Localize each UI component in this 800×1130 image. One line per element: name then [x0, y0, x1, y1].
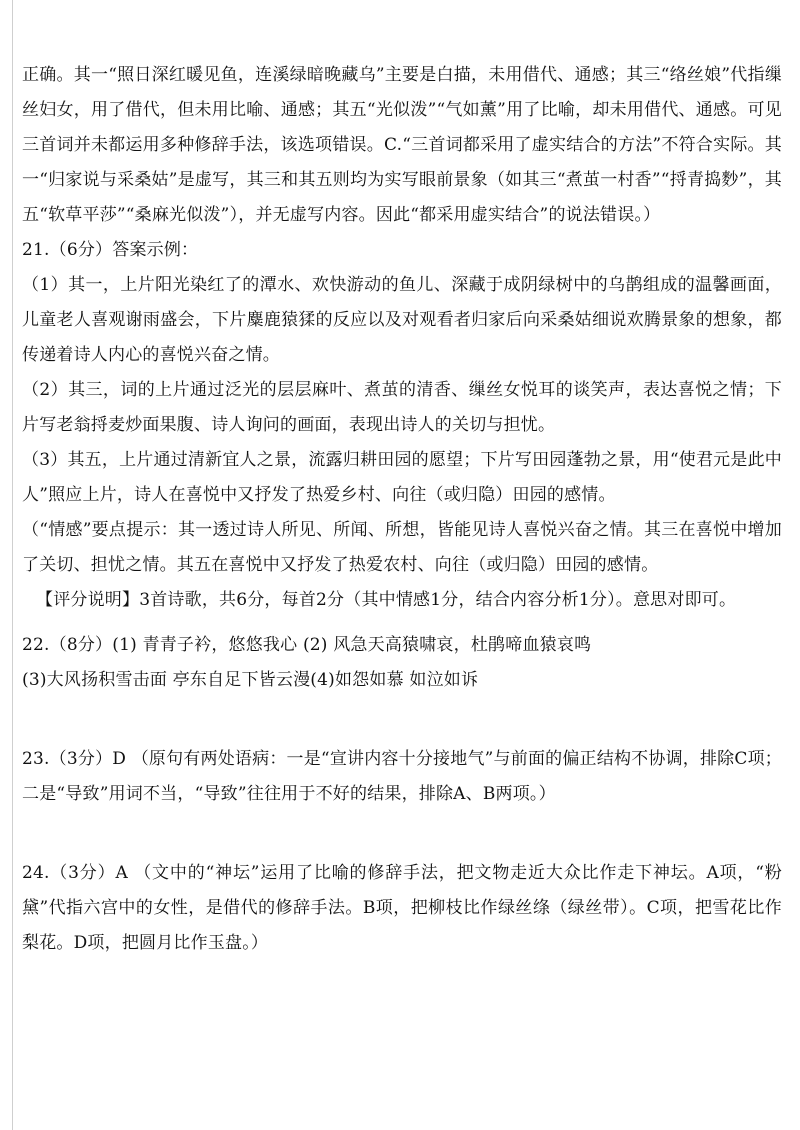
spacer	[22, 812, 782, 856]
q21-answer-part-3: （3）其五，上片通过清新宜人之景，流露归耕田园的愿望；下片写田园蓬勃之景，用“使君元是此中人”照应上片，诗人在喜悦中又抒发了热爱乡村、向往（或归隐）田园的感情。	[22, 450, 782, 505]
q21-heading: 21.（6分）答案示例：	[22, 240, 199, 260]
q21-emotion-hint: （“情感”要点提示：其一透过诗人所见、所闻、所想，皆能见诗人喜悦兴奋之情。其三在喜悦中增加了关切、担忧之情。其五在喜悦中又抒发了热爱农村、向往（或归隐）田园的感情。	[22, 520, 782, 575]
q20-continuation-paragraph: 正确。其一“照日深红暖见鱼，连溪绿暗晚藏乌”主要是白描，未用借代、通感；其三“络丝娘”代指缫丝妇女，用了借代，但未用比喻、通感；其五“光似泼”“气如薰”用了比喻，却未用借代、通感。可见三首词并未都运用多种修辞手法，该选项错误。C.“三首词都采用了虚实结合的方法”不符合实际。其一“归家说与采桑姑”是虚写，其三和其五则均为实写眼前景象（如其三“煮茧一村香”“捋青捣麨”，其五“软草平莎”“桑麻光似泼”），并无虚写内容。因此“都采用虚实结合”的说法错误。）	[22, 65, 782, 225]
q24-answer: 24.（3分）A （文中的“神坛”运用了比喻的修辞手法，把文物走近大众比作走下神坛。A项，“粉黛”代指六宫中的女性，是借代的修辞手法。B项，把柳枝比作绿丝绦（绿丝带）。C项，把雪花比作梨花。D项，把圆月比作玉盘。）	[22, 863, 782, 953]
q21-scoring-note: 【评分说明】3首诗歌，共6分，每首2分（其中情感1分，结合内容分析1分）。意思对即可。	[36, 590, 737, 610]
answer-content	[22, 58, 782, 961]
q21-answer-part-1: （1）其一，上片阳光染红了的潭水、欢快游动的鱼儿、深藏于成阴绿树中的乌鹊组成的温馨画面，儿童老人喜观谢雨盛会，下片麋鹿猿猱的反应以及对观看者归家后向采桑姑细说欢腾景象的想象，都传递着诗人内心的喜悦兴奋之情。	[22, 275, 782, 365]
q22-answer-line-1: 22.（8分）(1) 青青子衿，悠悠我心 (2) 风急天高猿啸哀，杜鹃啼血猿哀鸣	[22, 635, 592, 655]
q23-answer: 23.（3分）D （原句有两处语病：一是“宣讲内容十分接地气”与前面的偏正结构不协调，排除C项；二是“导致”用词不当，“导致”往往用于不好的结果，排除A、B两项。）	[22, 749, 782, 804]
q21-answer-part-2: （2）其三，词的上片通过泛光的层层麻叶、煮茧的清香、缫丝女悦耳的谈笑声，表达喜悦之情；下片写老翁捋麦炒面果腹、诗人询问的画面，表现出诗人的关切与担忧。	[22, 380, 782, 435]
q22-answer-line-2: (3)大风扬积雪击面 亭东自足下皆云漫(4)如怨如慕 如泣如诉	[22, 670, 479, 690]
page-margin-line	[12, 0, 13, 1130]
spacer	[22, 698, 782, 742]
spacer	[22, 618, 782, 628]
